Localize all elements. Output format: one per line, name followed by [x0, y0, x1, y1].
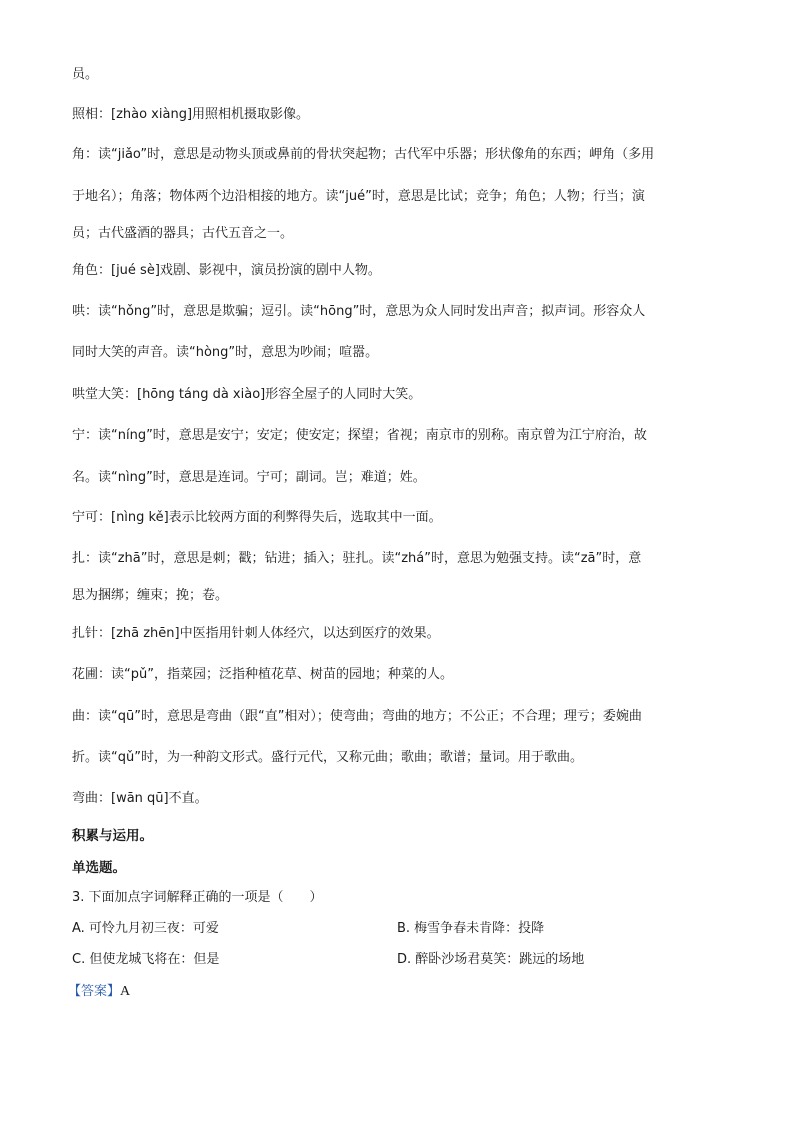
text-line-6: 角色：[jué sè]戏剧、影视中，演员扮演的剧中人物。	[72, 263, 381, 278]
text-line-15: 扎针：[zhā zhēn]中医指用针刺人体经穴，以达到医疗的效果。	[72, 626, 440, 641]
text-line-10: 宁：读“níng”时，意思是安宁；安定；使安定；探望；省视；南京市的别称。南京曾为江宁府治，故	[72, 428, 647, 443]
text-line-11: 名。读“nìng”时，意思是连词。宁可；副词。岂；难道；姓。	[72, 470, 426, 485]
text-line-14: 思为捆绑；缠束；挽；卷。	[72, 588, 229, 603]
text-line-19: 弯曲：[wān qū]不直。	[72, 791, 208, 806]
text-line-2: 照相：[zhào xiàng]用照相机摄取影像。	[72, 107, 310, 122]
text-line-7: 哄：读“hǒng”时，意思是欺骗；逗引。读“hōng”时，意思为众人同时发出声音；拟声词。形容众人	[72, 304, 646, 319]
text-line-9: 哄堂大笑：[hōng táng dà xiào]形容全屋子的人同时大笑。	[72, 387, 422, 402]
answer-label: 【答案】	[68, 984, 121, 999]
answer-value: A	[120, 984, 131, 999]
answer-line	[68, 983, 728, 1001]
section-heading: 积累与运用。	[72, 828, 153, 844]
text-line-8: 同时大笑的声音。读“hòng”时，意思为吵闹；喧嚣。	[72, 345, 379, 360]
subsection-heading: 单选题。	[72, 860, 126, 876]
text-line-17: 曲：读“qū”时，意思是弯曲（跟“直”相对）；使弯曲；弯曲的地方；不公正；不合理；理亏；委婉曲	[72, 709, 642, 724]
text-line-4: 于地名）；角落；物体两个边沿相接的地方。读“jué”时，意思是比试；竞争；角色；人物；行当；演	[72, 189, 645, 204]
text-line-18: 折。读“qǔ”时，为一种韵文形式。盛行元代，又称元曲；歌曲；歌谱；量词。用于歌曲。	[72, 750, 583, 765]
text-line-12: 宁可：[nìng kě]表示比较两方面的利弊得失后，选取其中一面。	[72, 510, 442, 525]
text-line-13: 扎：读“zhā”时，意思是刺；戳；钻进；插入；驻扎。读“zhá”时，意思为勉强支持。读“zā”时，意	[72, 551, 642, 566]
text-line-3: 角：读“jiǎo”时，意思是动物头顶或鼻前的骨状突起物；古代军中乐器；形状像角的东西；岬角（多用	[72, 147, 655, 162]
question-text: 3. 下面加点字词解释正确的一项是（ ）	[72, 890, 323, 905]
text-line-1: 员。	[72, 67, 99, 82]
option-b: B. 梅雪争春未肯降：投降	[397, 921, 545, 936]
option-d: D. 醉卧沙场君莫笑：跳远的场地	[397, 952, 585, 967]
option-a: A. 可怜九月初三夜：可爱	[72, 921, 219, 936]
text-line-5: 员；古代盛酒的器具；古代五音之一。	[72, 226, 294, 241]
text-line-16: 花圃：读“pǔ”，指菜园；泛指种植花草、树苗的园地；种菜的人。	[72, 667, 453, 682]
option-c: C. 但使龙城飞将在：但是	[72, 952, 220, 967]
